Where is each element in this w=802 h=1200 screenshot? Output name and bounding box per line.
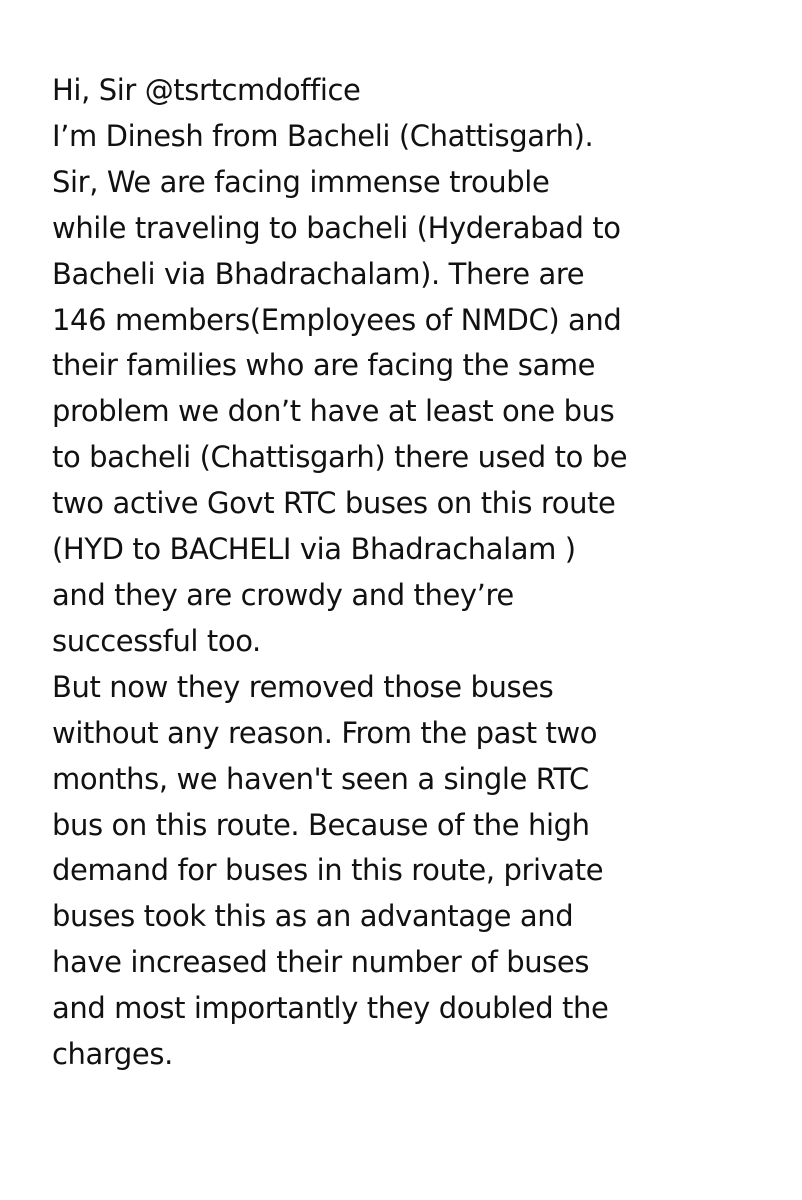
note-line: buses took this as an advantage and (52, 899, 574, 934)
note-line: Sir, We are facing immense trouble (52, 164, 550, 199)
note-line: their families who are facing the same (52, 348, 596, 383)
note-line: without any reason. From the past two (52, 715, 598, 750)
note-line: while traveling to bacheli (Hyderabad to (52, 210, 621, 245)
note-line: Hi, Sir @tsrtcmdoffice (52, 73, 361, 107)
note-line: and they are crowdy and they’re (52, 577, 514, 612)
note-line: successful too. (52, 623, 261, 658)
note-line: I’m Dinesh from Bacheli (Chattisgarh). (52, 118, 594, 153)
note-line: But now they removed those buses (52, 669, 554, 704)
note-line: two active Govt RTC buses on this route (52, 486, 616, 521)
note-line: months, we haven't seen a single RTC (52, 761, 589, 796)
note-line: (HYD to BACHELI via Bhadrachalam ) (52, 532, 576, 567)
note-line: bus on this route. Because of the high (52, 807, 590, 842)
note-line: problem we don’t have at least one bus (52, 394, 615, 429)
note-line: Bacheli via Bhadrachalam). There are (52, 256, 585, 291)
note-line: charges. (52, 1037, 173, 1072)
note-line: demand for buses in this route, private (52, 853, 604, 888)
note-line: 146 members(Employees of NMDC) and (52, 302, 622, 337)
note-line: have increased their number of buses (52, 945, 590, 980)
note-text (52, 68, 782, 1078)
note-line: to bacheli (Chattisgarh) there used to be (52, 440, 628, 475)
note-line: and most importantly they doubled the (52, 991, 609, 1026)
